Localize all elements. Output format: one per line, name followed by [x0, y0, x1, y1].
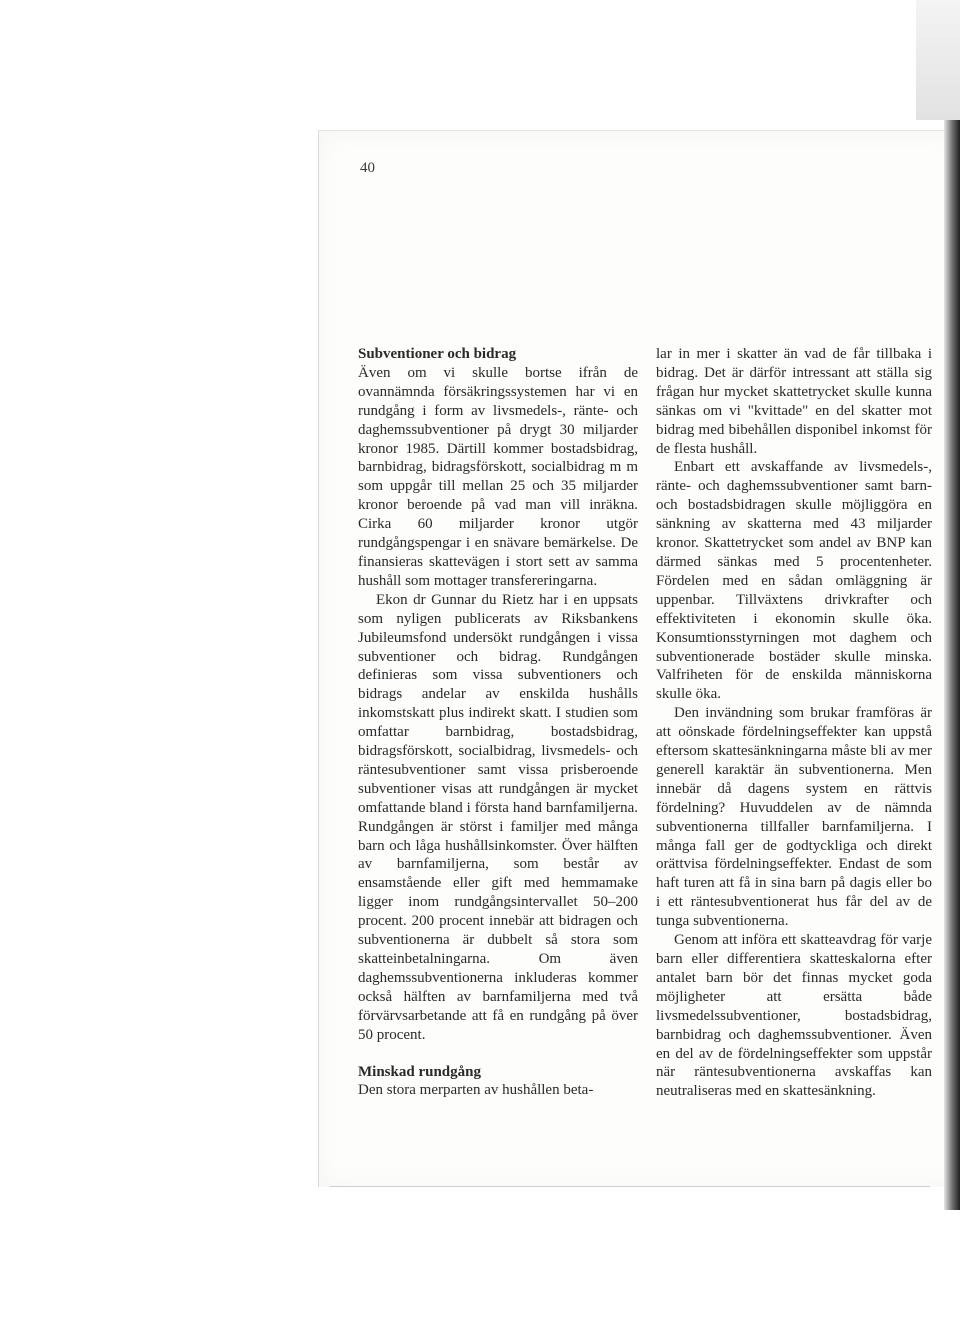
spine-shadow-top: [916, 0, 960, 120]
paragraph: Ekon dr Gunnar du Rietz har i en uppsats som nyligen publicerats av Riksbankens Jubileumsfond undersökt rundgången i vissa subventioner och bidrag. Rundgången definieras som vissa subventioners och bidrags andelar av enskilda hushålls inkomstskatt plus indirekt skatt. I studien som omfattar barnbidrag, bostadsbidrag, bidragsförskott, socialbidrag, livsmedels- och räntesubventioner samt vissa prisberoende subventioner visas att rundgången är mycket omfattande bland i första hand barnfamiljerna. Rundgången är störst i familjer med många barn och låga hushållsinkomster. Över hälften av barnfamiljerna, som består av ensamstående eller gift med hemmamake ligger inom rundgångsintervallet 50–200 procent. 200 procent innebär att bidragen och subventionerna är dubbelt så stora som skatteinbetalningarna. Om även daghemssubventionerna inkluderas kommer också hälften av barnfamiljerna med två förvärvsarbetande att få en rundgång på över 50 procent.: [358, 591, 638, 1043]
paragraph: Den stora merparten av hushållen beta-: [358, 1082, 594, 1099]
paragraph: Enbart ett avskaffande av livsmedels-, ränte- och daghemssubventioner samt barn- och bostadsbidragen skulle möjliggöra en sänkning av skatterna med 43 miljarder kronor. Skattetrycket som andel av BNP kan därmed sänkas med 5 procentenheter. Fördelen med en sådan omläggning är uppenbar. Tillväxtens drivkrafter och effektiviteten i ekonomin skulle öka. Konsumtionsstyrningen mot daghem och subventionerade bostäder skulle minska. Valfriheten för de enskilda människorna skulle öka.: [656, 459, 932, 703]
page-bottom-edge: [330, 1186, 930, 1187]
paragraph: Genom att införa ett skatteavdrag för varje barn eller differentiera skatteskalorna efter antalet barn bör det finnas mycket goda möjligheter att ersätta både livsmedelssubventioner, bostadsbidrag, barnbidrag och daghemssubventioner. Även en del av de fördelningseffekter som uppstår när räntesubventionerna avskaffas kan neutraliseras med en skattesänkning.: [656, 932, 932, 1100]
paragraph: Den invändning som brukar framföras är att oönskade fördelningseffekter kan uppstå eftersom skattesänkningarna måste bli av mer generell karaktär än subventionerna. Men innebär då dagens system en rättvis fördelning? Huvuddelen av de nämnda subventionerna tillfaller barnfamiljerna. I många fall ger de godtyckliga och direkt orättvisa fördelningseffekter. Endast de som haft turen att få in sina barn på dagis eller bo i ett räntesubventionerat hus får del av de tunga subventionerna.: [656, 705, 932, 930]
left-column: [358, 345, 638, 1100]
paragraph: Även om vi skulle bortse ifrån de ovannämnda försäkringssystemen har vi en rundgång i form av livsmedels-, ränte- och daghemssubventioner på drygt 30 miljarder kronor 1985. Därtill kommer bostadsbidrag, barnbidrag, bidragsförskott, socialbidrag m m som uppgår till mellan 25 och 35 miljarder kronor beroende på vad man vill inräkna. Cirka 60 miljarder kronor utgör rundgångspengar i en snävare bemärkelse. De finansieras skattevägen i stort sett av samma hushåll som mottager transfereringarna.: [358, 364, 638, 589]
section-heading-minskad-rundgang: Minskad rundgång: [358, 1063, 481, 1080]
section-heading-subventioner: Subventioner och bidrag: [358, 346, 517, 362]
page-number: 40: [360, 160, 375, 176]
book-spine-shadow: [944, 120, 960, 1210]
paragraph: lar in mer i skatter än vad de får tillbaka i bidrag. Det är därför intressant att ställa sig frågan hur mycket skattetrycket skulle kunna sänkas om vi "kvittade" en del skatter mot bidrag med bibehållen disponibel inkomst för de flesta hushåll.: [656, 346, 932, 457]
right-column: [656, 345, 932, 1101]
